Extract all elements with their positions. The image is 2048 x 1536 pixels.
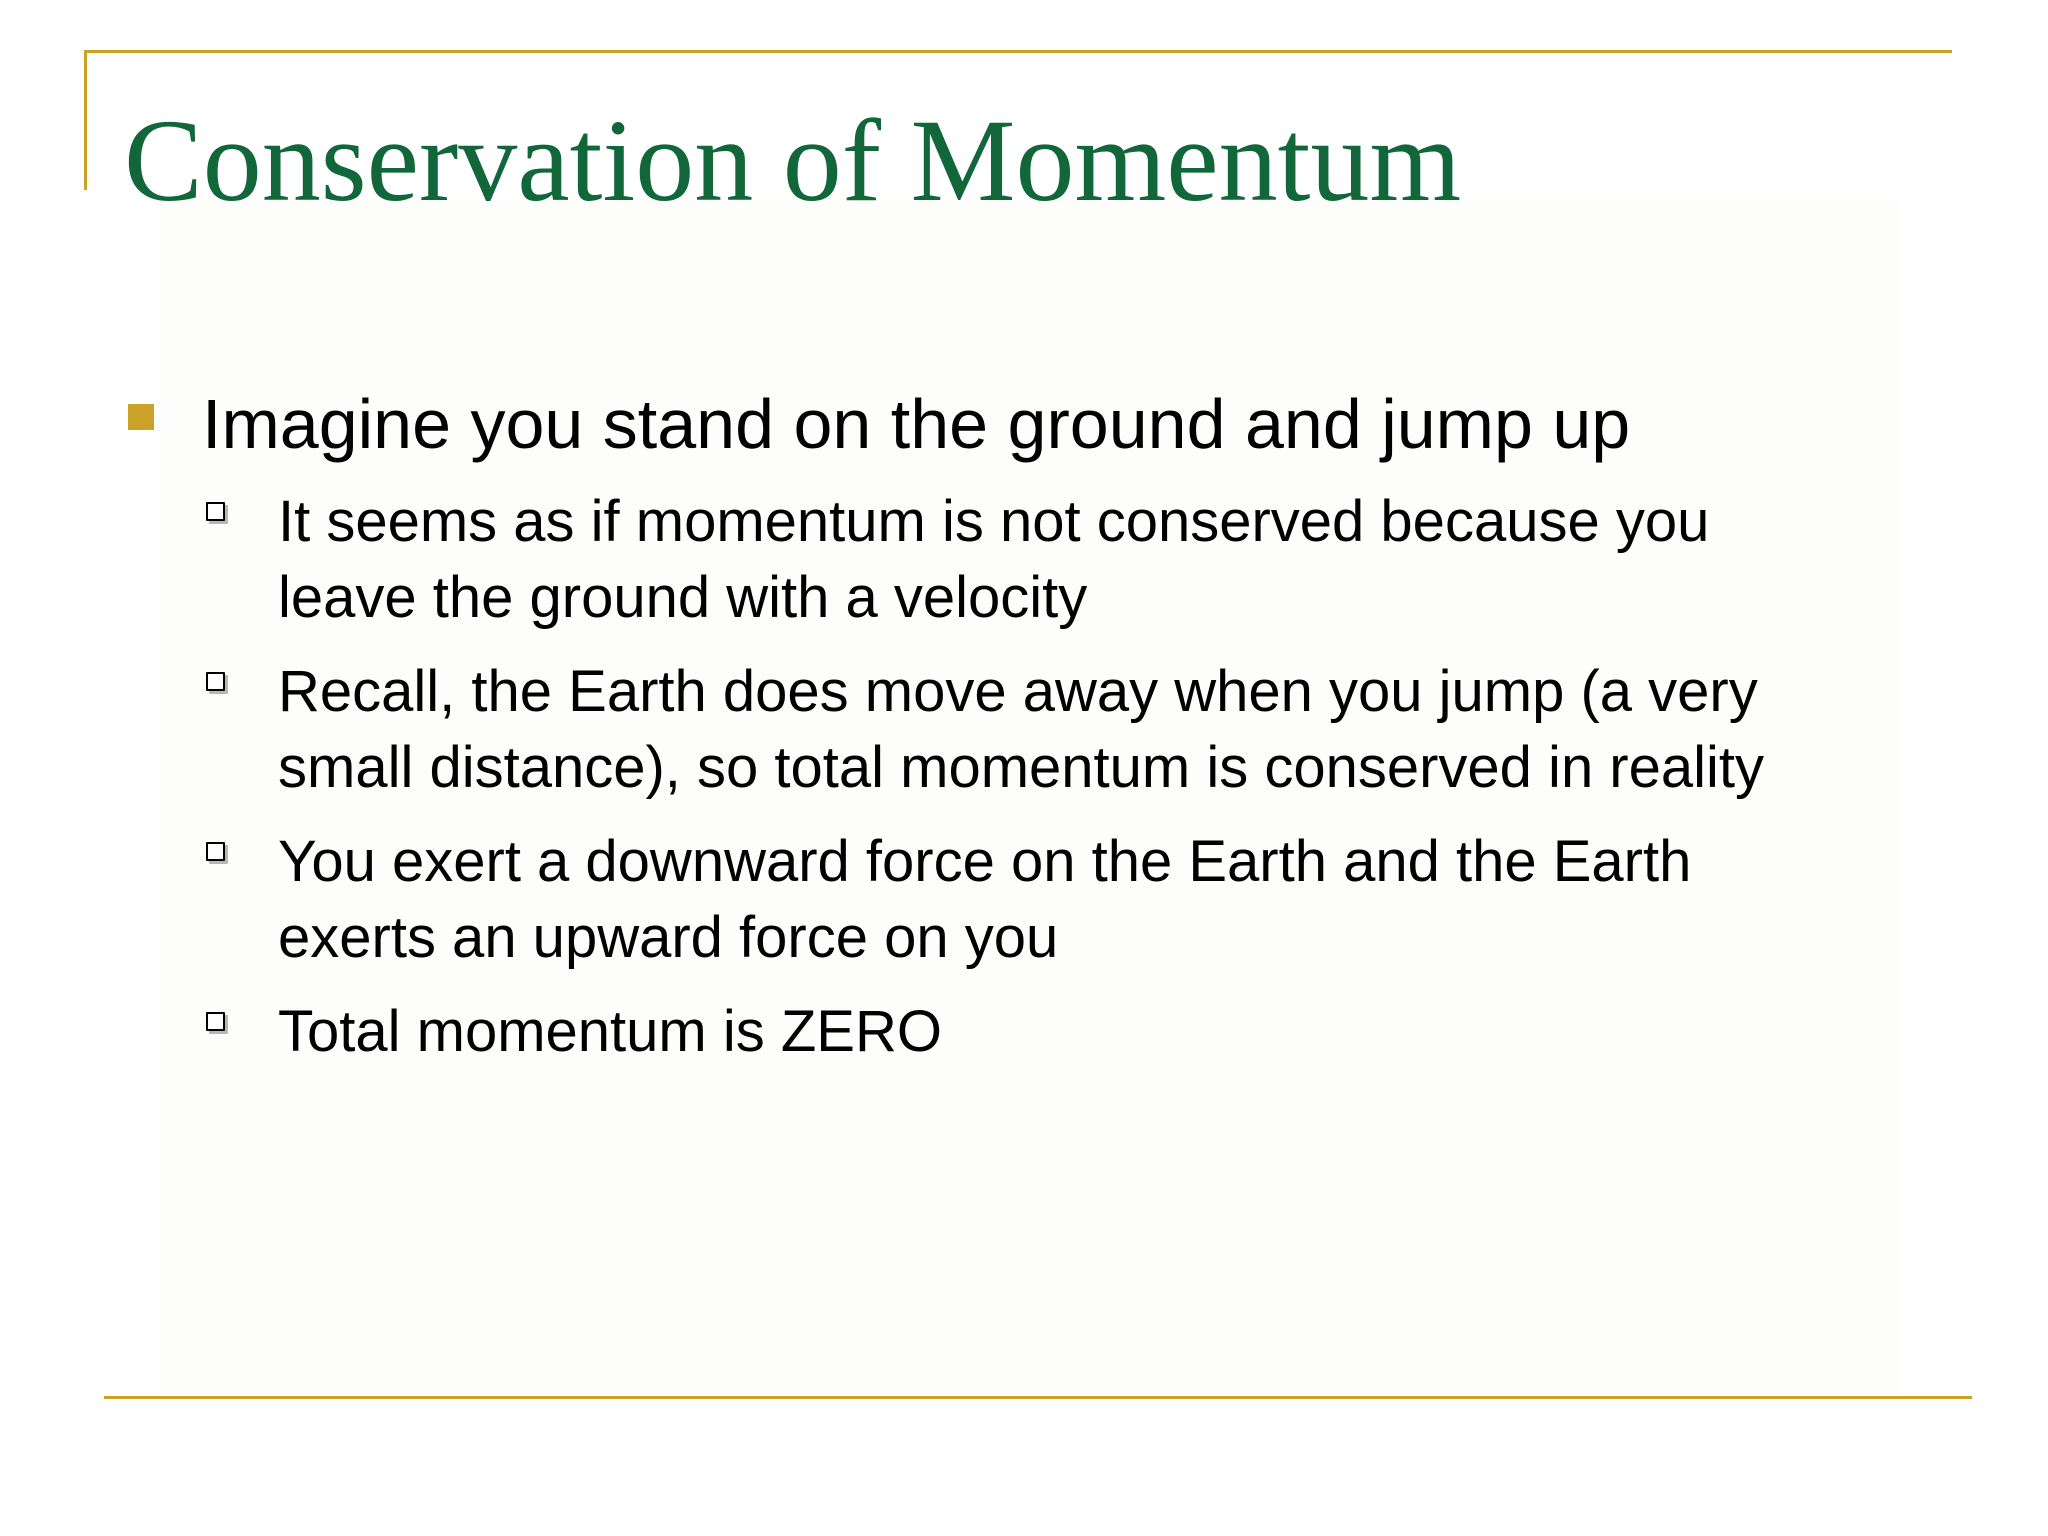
sub-bullet-text: Total momentum is ZERO (278, 999, 942, 1064)
sub-bullet-text: It seems as if momentum is not conserved because you leave the ground with a velocity (278, 489, 1710, 630)
hollow-box-bullet-icon (206, 1012, 225, 1031)
sub-bullet-item (200, 484, 1920, 636)
hollow-box-bullet-icon (206, 502, 225, 521)
hollow-box-bullet-icon (206, 842, 225, 861)
hollow-box-bullet-icon (206, 672, 225, 691)
sub-bullet-item (200, 994, 1920, 1070)
left-accent-rule (84, 50, 87, 190)
main-bullet-text: Imagine you stand on the ground and jump up (202, 385, 1631, 463)
sub-bullet-text: You exert a downward force on the Earth and the Earth exerts an upward force on you (278, 829, 1692, 970)
sub-bullet-item (200, 654, 1920, 806)
sub-bullet-list (200, 484, 1920, 1088)
square-bullet-icon (128, 404, 154, 430)
sub-bullet-text: Recall, the Earth does move away when you jump (a very small distance), so total momentum is conserved in reality (278, 659, 1765, 800)
top-accent-rule (84, 50, 1952, 53)
slide-title: Conservation of Momentum (124, 95, 1462, 226)
bottom-accent-rule (104, 1396, 1972, 1399)
sub-bullet-item (200, 824, 1920, 976)
